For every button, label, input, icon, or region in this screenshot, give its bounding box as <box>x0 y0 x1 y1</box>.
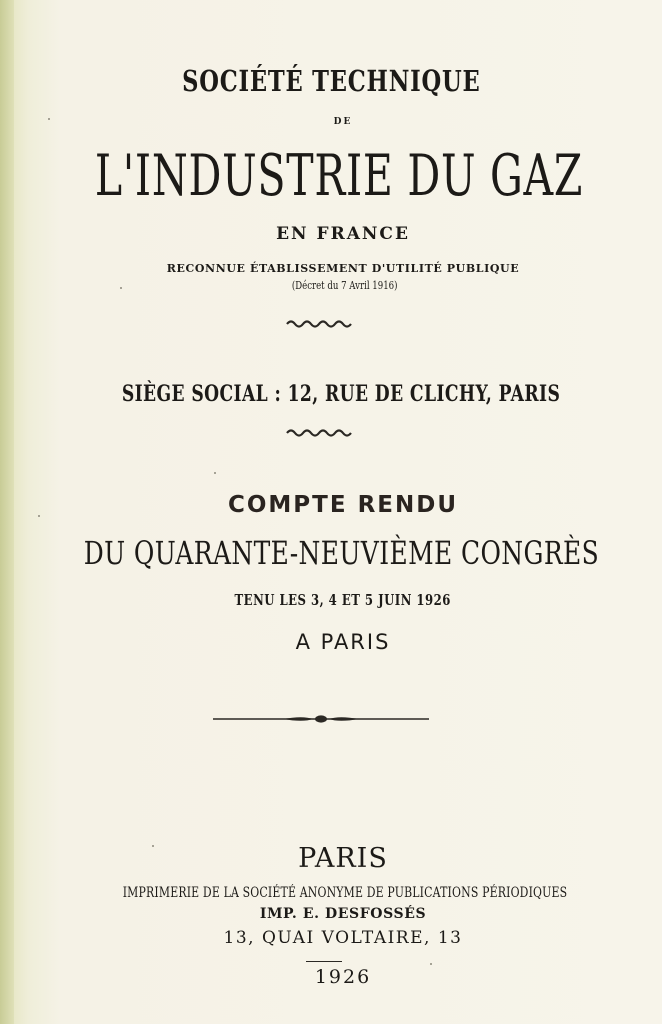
paper-speck <box>120 287 122 289</box>
de-line <box>12 117 662 127</box>
dates-line <box>12 591 662 609</box>
rule-ornament <box>213 712 429 726</box>
industry-title-line <box>0 143 662 209</box>
headquarters-line <box>10 381 662 407</box>
report-heading-line <box>12 492 662 518</box>
printer-address: 13, QUAI VOLTAIRE, 13 <box>223 928 463 948</box>
place-line <box>12 630 662 654</box>
imprint-city-line <box>12 843 662 874</box>
congress-place: A PARIS <box>295 630 391 654</box>
congress-line <box>10 534 662 572</box>
country-line <box>12 224 662 244</box>
paper-speck <box>48 118 50 120</box>
year-rule <box>306 961 342 962</box>
headquarters-address: SIÈGE SOCIAL : 12, RUE DE CLICHY, PARIS <box>121 381 561 407</box>
imp-line <box>12 906 662 922</box>
decree-line <box>14 279 662 292</box>
society-title-line <box>0 64 662 98</box>
imp-name: IMP. E. DESFOSSÉS <box>259 906 427 922</box>
industry-title: L'INDUSTRIE DU GAZ <box>94 143 584 209</box>
imprint-city: PARIS <box>298 843 388 874</box>
paper-speck <box>38 515 40 517</box>
recognition-line <box>12 262 662 275</box>
paper-speck <box>214 472 216 474</box>
wavy-ornament-2 <box>285 427 355 439</box>
decree-text: (Décret du 7 Avril 1916) <box>292 279 398 292</box>
de-label: DE <box>333 117 353 127</box>
wavy-ornament-1 <box>285 318 355 330</box>
publication-year: 1926 <box>314 966 372 988</box>
country-label: EN FRANCE <box>276 224 410 244</box>
report-heading: COMPTE RENDU <box>227 492 459 518</box>
society-title: SOCIÉTÉ TECHNIQUE <box>181 64 481 98</box>
year-line <box>12 966 662 988</box>
congress-title: DU QUARANTE-NEUVIÈME CONGRÈS <box>83 534 599 572</box>
paper-speck <box>430 963 432 965</box>
printer-line <box>14 885 662 901</box>
congress-dates: TENU LES 3, 4 ET 5 JUIN 1926 <box>234 591 452 609</box>
recognition-text: RECONNUE ÉTABLISSEMENT D'UTILITÉ PUBLIQUE <box>166 262 520 275</box>
address-line <box>12 928 662 948</box>
paper-speck <box>152 845 154 847</box>
printer-name: IMPRIMERIE DE LA SOCIÉTÉ ANONYME DE PUBLICATIONS PÉRIODIQUES <box>122 885 568 901</box>
